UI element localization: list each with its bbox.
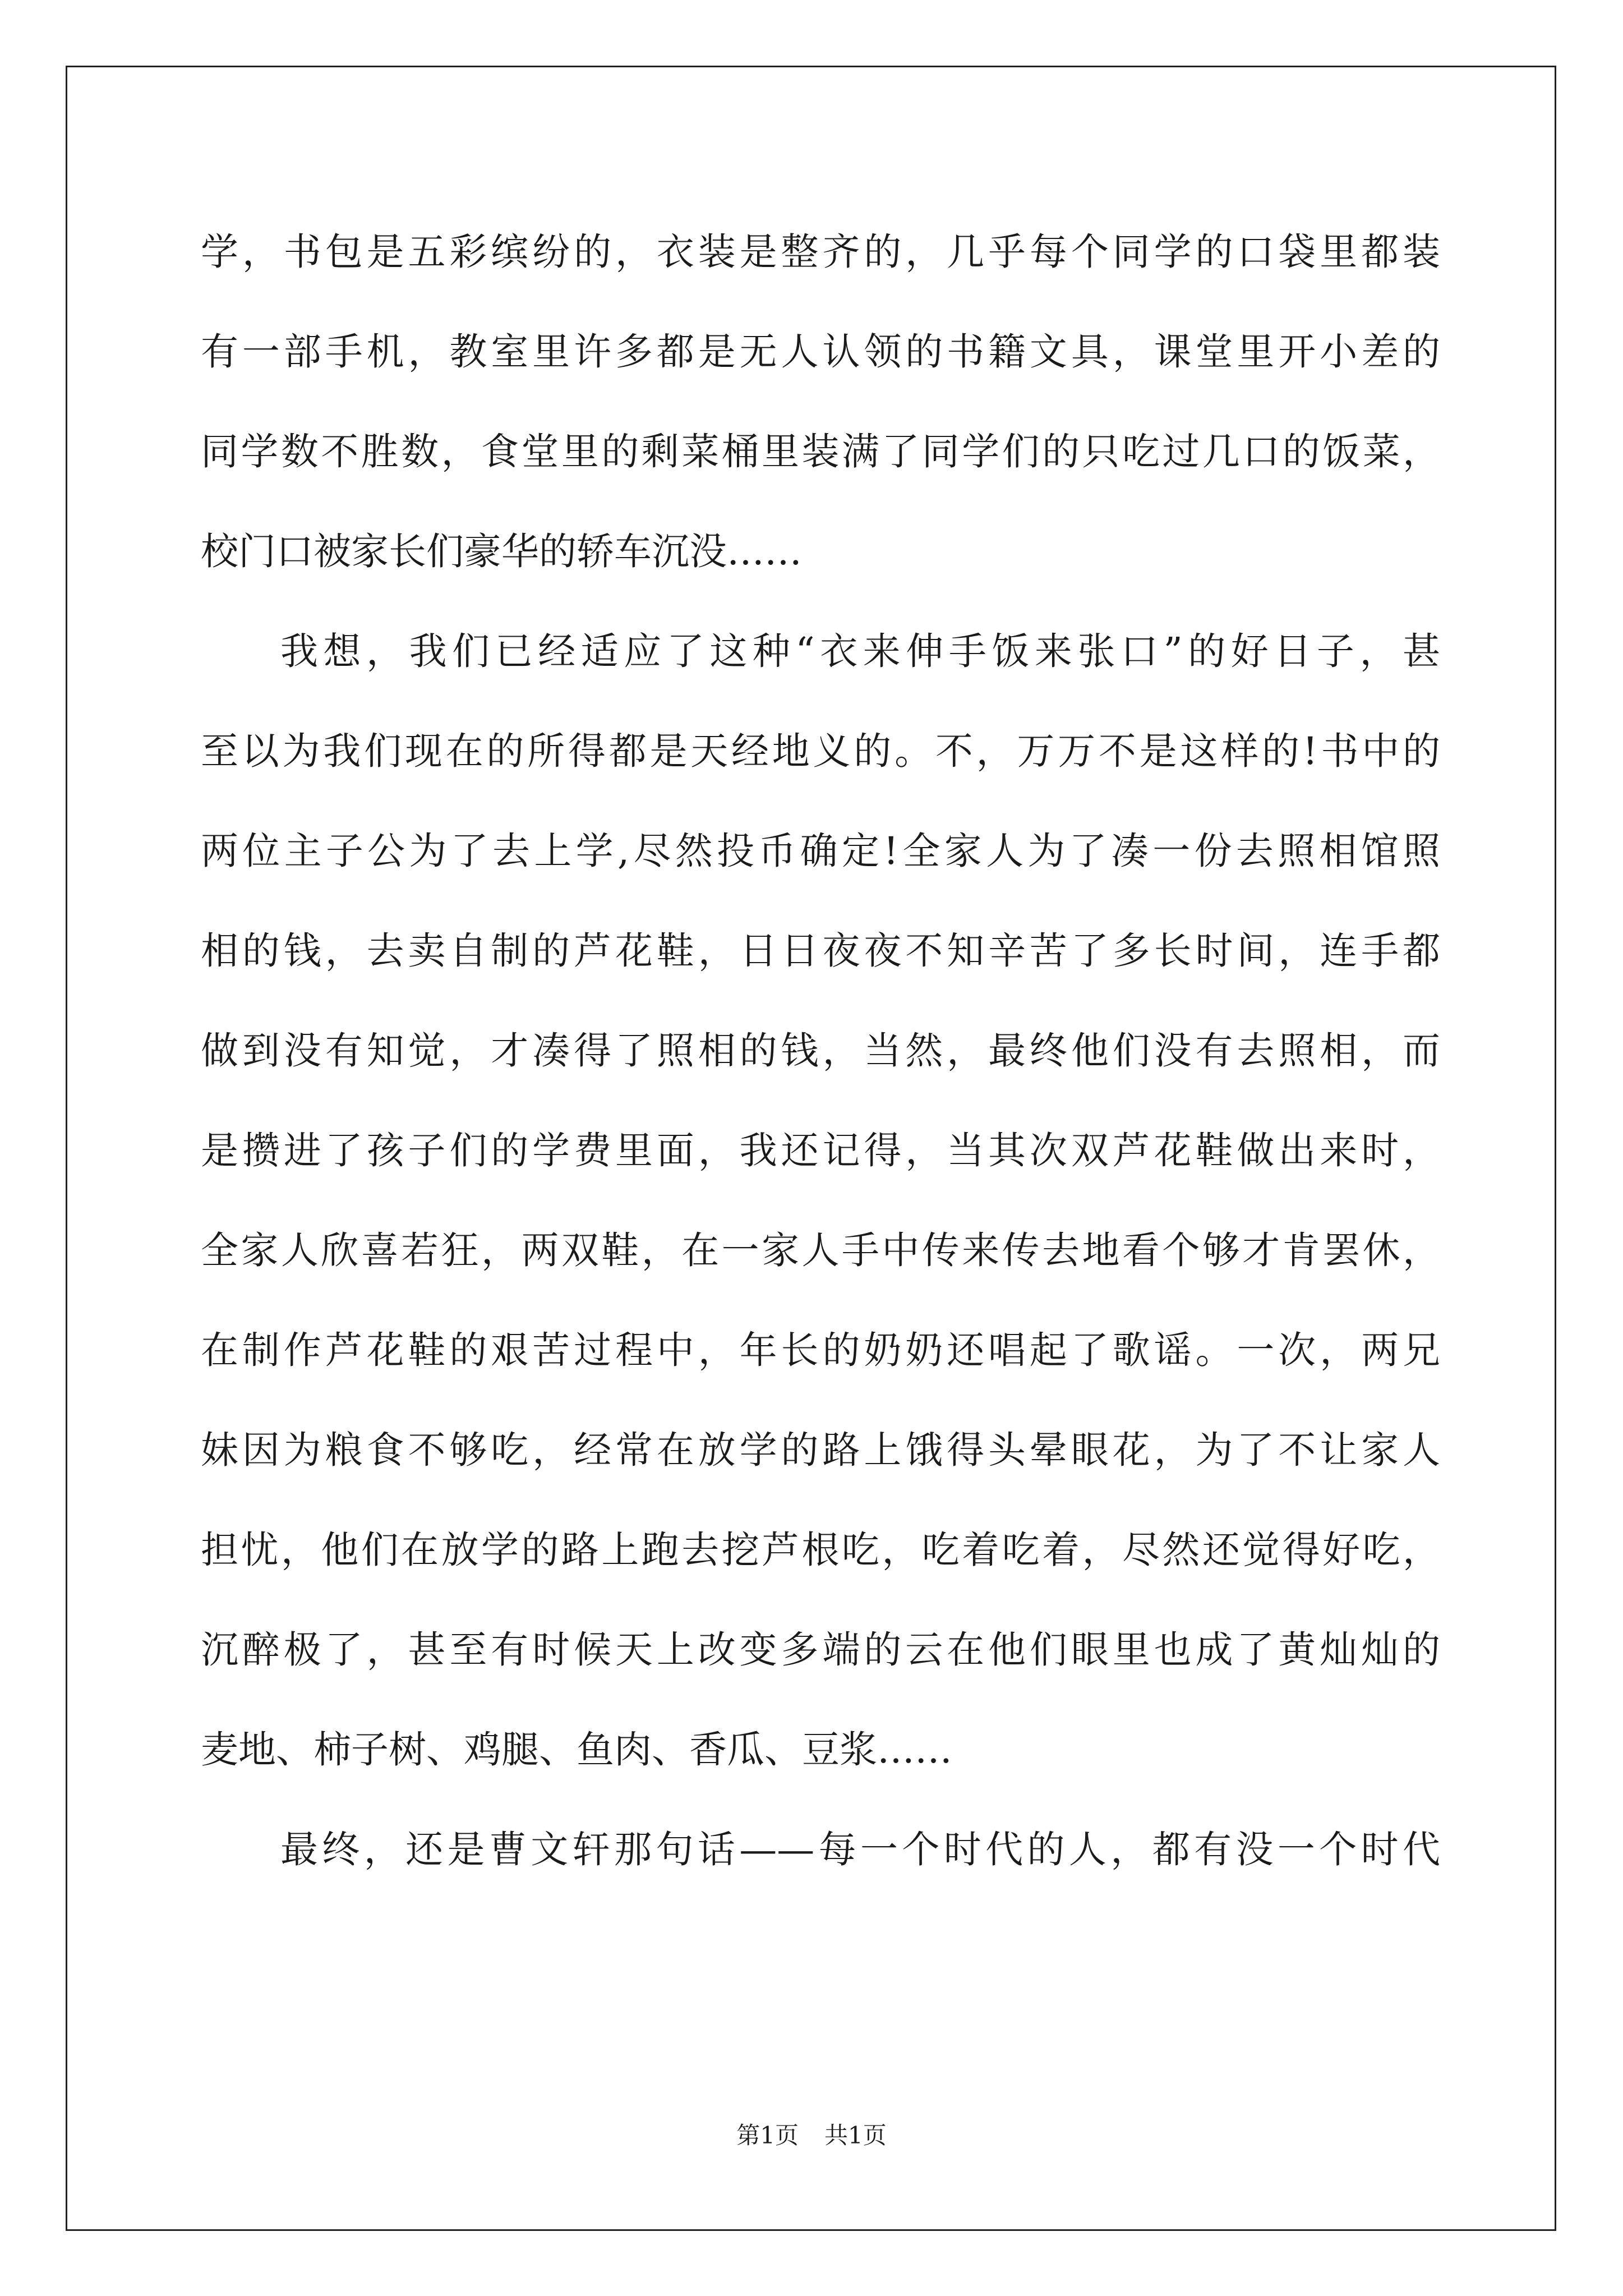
text-line: 我想，我们已经适应了这种“衣来伸手饭来张口”的好日子，甚 — [280, 629, 1440, 673]
text-line: 担忧，他们在放学的路上跑去挖芦根吃，吃着吃着，尽然还觉得好吃， — [201, 1528, 1440, 1572]
text-line: 麦地、柿子树、鸡腿、鱼肉、香瓜、豆浆…… — [201, 1728, 952, 1772]
text-line: 同学数不胜数，食堂里的剩菜桶里装满了同学们的只吃过几口的饭菜， — [201, 430, 1440, 473]
text-line: 是攒进了孩子们的学费里面，我还记得，当其次双芦花鞋做出来时， — [201, 1129, 1440, 1172]
text-line: 学，书包是五彩缤纷的，衣装是整齐的，几乎每个同学的口袋里都装 — [201, 230, 1440, 274]
text-line: 沉醉极了，甚至有时候天上改变多端的云在他们眼里也成了黄灿灿的 — [201, 1628, 1440, 1672]
text-line: 至以为我们现在的所得都是天经地义的。不，万万不是这样的!书中的 — [201, 729, 1440, 773]
text-line: 有一部手机，教室里许多都是无人认领的书籍文具，课堂里开小差的 — [201, 330, 1440, 374]
text-line: 相的钱，去卖自制的芦花鞋，日日夜夜不知辛苦了多长时间，连手都 — [201, 929, 1440, 973]
text-line: 全家人欣喜若狂，两双鞋，在一家人手中传来传去地看个够才肯罢休， — [201, 1228, 1440, 1272]
text-line: 妹因为粮食不够吃，经常在放学的路上饿得头晕眼花，为了不让家人 — [201, 1428, 1440, 1472]
page-footer — [0, 2119, 1623, 2152]
text-line: 校门口被家长们豪华的轿车沉没…… — [201, 530, 802, 573]
text-line: 在制作芦花鞋的艰苦过程中，年长的奶奶还唱起了歌谣。一次，两兄 — [201, 1328, 1440, 1372]
text-line: 做到没有知觉，才凑得了照相的钱，当然，最终他们没有去照相，而 — [201, 1029, 1440, 1073]
text-line: 最终，还是曹文轩那句话——每一个时代的人，都有没一个时代 — [280, 1828, 1440, 1871]
page-total: 共1页 — [824, 2122, 887, 2149]
page-number: 第1页 — [736, 2122, 799, 2149]
document-body — [201, 212, 1440, 1910]
text-line: 两位主子公为了去上学,尽然投币确定!全家人为了凑一份去照相馆照 — [201, 829, 1440, 873]
